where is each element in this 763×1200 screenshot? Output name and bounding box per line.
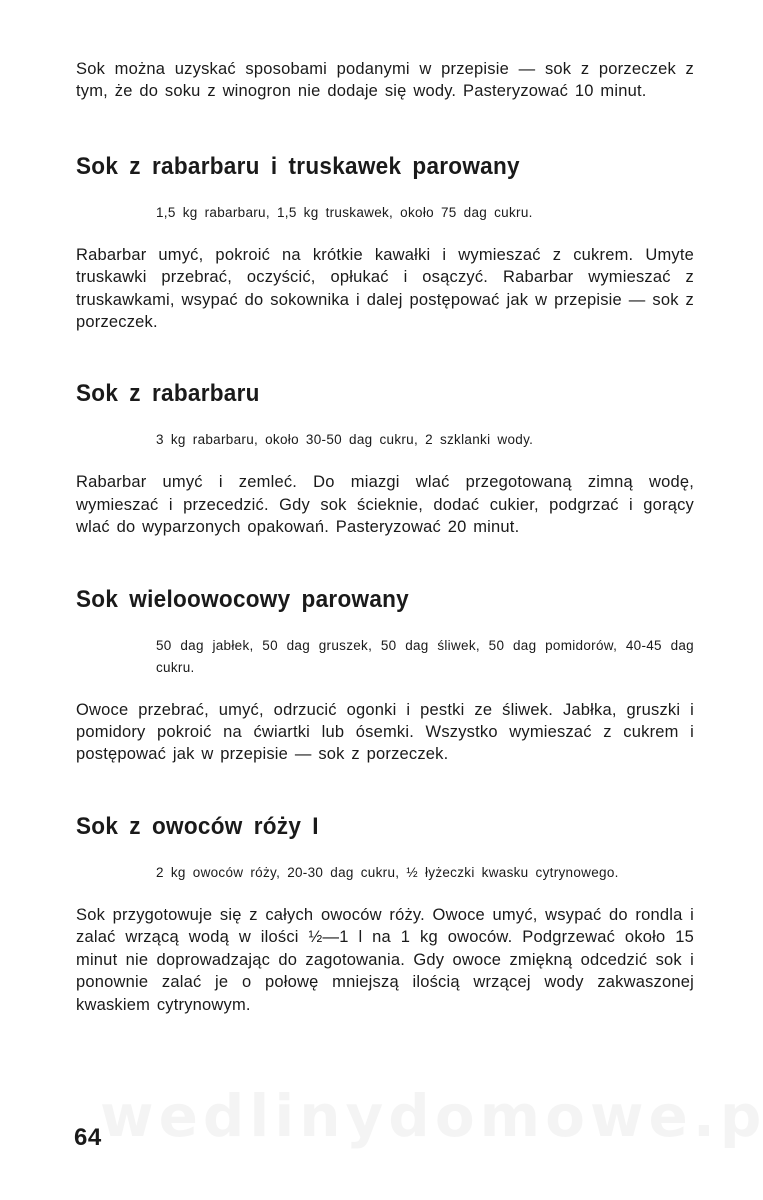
recipe-title: Sok z rabarbaru [76, 380, 260, 408]
recipe-title: Sok z rabarbaru i truskawek parowany [76, 152, 520, 180]
watermark-text [100, 1082, 710, 1150]
recipe-title: Sok z owoców róży I [76, 812, 319, 840]
recipe-rosehip [76, 812, 694, 1016]
page-content [76, 58, 694, 1016]
recipe-title: Sok wieloowocowy parowany [76, 585, 409, 613]
recipe-instructions: Owoce przebrać, umyć, odrzucić ogonki i pestki ze śliwek. Jabłka, gruszki i pomidory pokroić na ćwiartki lub ósemki. Wszystko wymieszać z cukrem i postępować jak w przepisie — sok z porzeczek. [76, 700, 694, 764]
recipe-rhubarb [76, 379, 694, 538]
recipe-instructions: Rabarbar umyć, pokroić na krótkie kawałki i wymieszać z cukrem. Umyte truskawki przebrać, oczyścić, opłukać i osączyć. Rabarbar wymieszać z truskawkami, wsypać do sokownika i dalej postępować jak w przepisie — sok z porzeczek. [76, 245, 694, 332]
intro-paragraph: Sok można uzyskać sposobami podanymi w przepisie — sok z porzeczek z tym, że do soku z winogron nie dodaje się wody. Pasteryzować 10 minut. [76, 60, 694, 101]
recipe-multifruit [76, 585, 694, 766]
recipe-rhubarb-strawberry [76, 152, 694, 334]
recipe-ingredients: 2 kg owoców róży, 20-30 dag cukru, ½ łyżeczki kwasku cytrynowego. [156, 864, 619, 880]
recipe-ingredients: 50 dag jabłek, 50 dag gruszek, 50 dag śliwek, 50 dag pomidorów, 40-45 dag cukru. [156, 637, 694, 675]
recipe-instructions: Rabarbar umyć i zemleć. Do miazgi wlać przegotowaną zimną wodę, wymieszać i przecedzić. Gdy sok ścieknie, dodać cukier, podgrzać i gorący wlać do wyparzonych opakowań. Pasteryzować 20 minut. [76, 473, 694, 537]
page-number: 64 [74, 1124, 102, 1151]
recipe-ingredients: 1,5 kg rabarbaru, 1,5 kg truskawek, około 75 dag cukru. [156, 204, 533, 220]
recipe-instructions: Sok przygotowuje się z całych owoców róży. Owoce umyć, wsypać do rondla i zalać wrzącą wodą w ilości ½—1 l na 1 kg owoców. Podgrzewać około 15 minut nie doprowadzając do zagotowania. Gdy owoce zmiękną odcedzić sok i ponownie zalać je o połowę mniejszą ilością wrzącej wody zakwaszonej kwaskiem cytrynowym. [76, 905, 694, 1014]
recipe-ingredients: 3 kg rabarbaru, około 30-50 dag cukru, 2 szklanki wody. [156, 432, 534, 448]
